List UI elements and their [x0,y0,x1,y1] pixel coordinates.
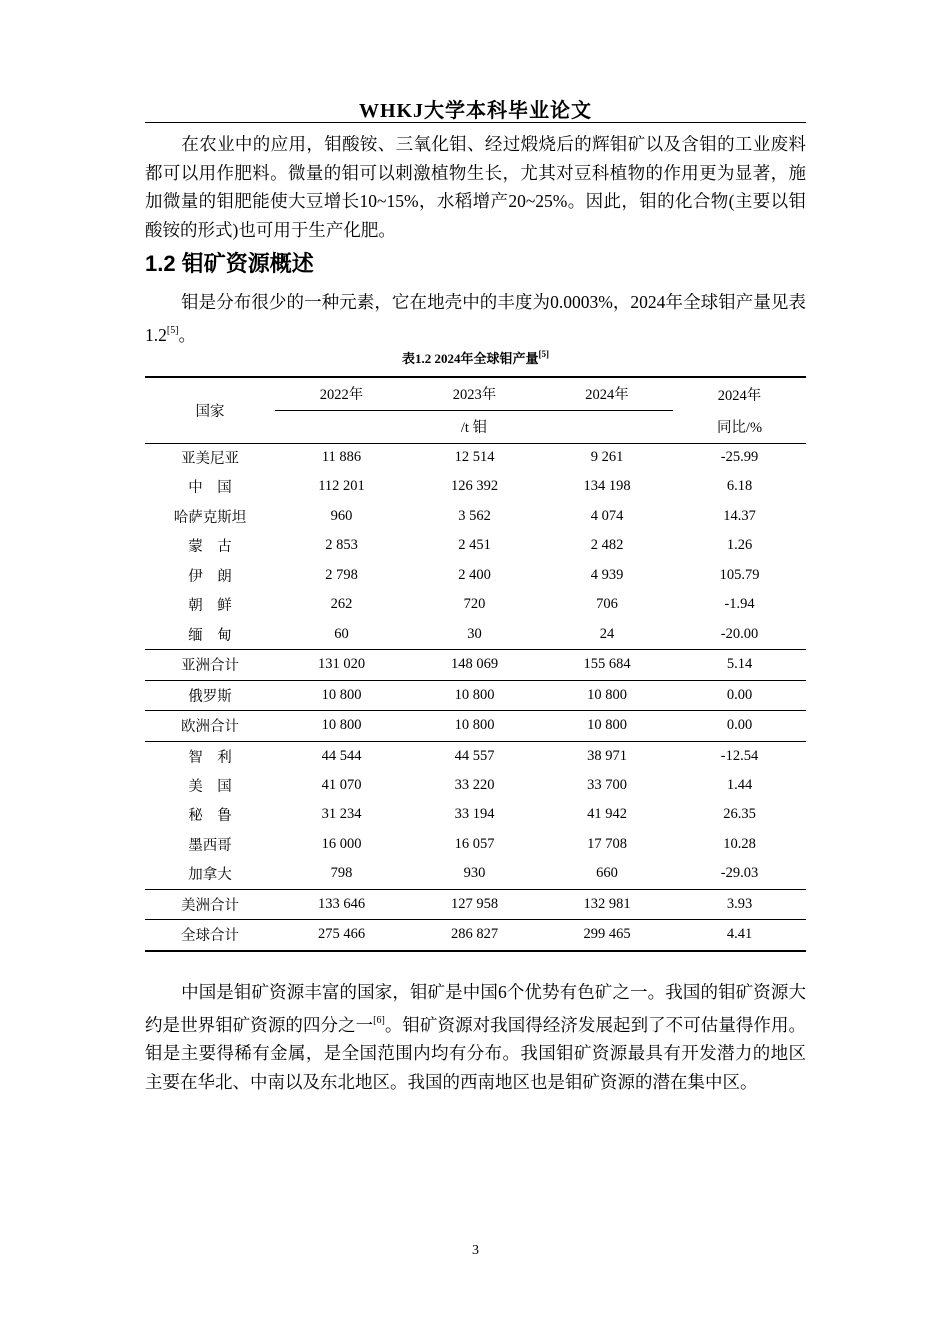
table-row [145,502,806,532]
cell-yoy: 105.79 [719,566,760,583]
table-body [145,443,806,951]
cell-yoy: 10.28 [723,835,756,852]
cell-country: 智 利 [145,741,275,771]
cell-yoy: -25.99 [673,443,806,472]
cell-country: 蒙 古 [188,539,232,556]
cell-yoy: -1.94 [724,596,755,613]
cell-country: 墨西哥 [188,837,232,854]
table-row [145,620,806,650]
citation-ref-6: [6] [373,1014,385,1026]
cell-yoy: 0.00 [673,711,806,742]
citation-ref: [5] [166,324,179,336]
cell-2022: 275 466 [275,920,408,951]
cell-2023: 127 958 [408,889,541,920]
paragraph-abundance [145,288,806,349]
table-row [145,920,806,951]
cell-2022: 10 800 [275,711,408,742]
cell-2024: 2 482 [590,537,624,554]
cell-2023: 930 [463,865,486,882]
production-table [145,376,806,952]
cell-country: 朝 鲜 [188,598,232,615]
cell-country: 美洲合计 [145,889,275,920]
cell-country: 伊 朗 [188,568,232,585]
header-unit: /t 钼 [460,420,488,436]
cell-2022: 31 234 [321,806,362,823]
table-caption-text: 表1.2 2024年全球钼产量 [401,351,539,366]
cell-2024: 706 [596,596,618,613]
cell-country: 加拿大 [188,867,232,884]
paragraph-china-text-a: 中国是钼矿资源丰富的国家，钼矿是中国6个优势有色矿之一。我国的钼矿资源大约是世界钼矿资源的四分之一 [145,982,806,1035]
cell-2022: 798 [330,865,353,882]
cell-2023: 3 562 [458,507,491,524]
cell-2023: 33 194 [454,806,495,823]
cell-yoy: 1.44 [726,776,753,793]
cell-country: 美 国 [188,778,232,795]
cell-2023: 12 514 [408,443,541,472]
cell-2022: 960 [330,507,353,524]
paragraph-china-resources [145,978,806,1096]
table-caption [145,348,806,367]
cell-2024: 41 942 [587,806,627,823]
cell-2023: 148 069 [408,650,541,681]
header-rule [145,122,806,123]
cell-2022: 44 544 [275,741,408,771]
cell-country: 秘 鲁 [188,808,232,825]
cell-2024: 10 800 [541,711,673,742]
cell-country: 全球合计 [145,920,275,951]
table-row [145,443,806,472]
cell-yoy: 5.14 [673,650,806,681]
cell-2023: 126 392 [450,478,499,495]
cell-2022: 11 886 [275,443,408,472]
header-yoy-unit: 同比/% [716,419,763,436]
cell-country: 中 国 [188,480,232,497]
cell-2024: 299 465 [541,920,673,951]
cell-2024: 17 708 [587,835,627,852]
running-header: WHKJ大学本科毕业论文 [358,100,593,122]
cell-2022: 10 800 [275,680,408,711]
cell-2024: 155 684 [541,650,673,681]
cell-2023: 720 [463,596,486,613]
cell-2024: 660 [596,865,618,882]
cell-country: 缅 甸 [188,627,232,644]
cell-yoy: 14.37 [723,507,756,524]
table-row [145,531,806,561]
cell-country: 欧洲合计 [145,711,275,742]
header-2022: 2022年 [275,377,408,410]
cell-2022: 133 646 [275,889,408,920]
cell-2024: 10 800 [541,680,673,711]
table-row [145,472,806,502]
cell-2023: 2 400 [458,566,491,583]
cell-2022: 112 201 [318,478,365,495]
table-row [145,650,806,681]
header-yoy-year: 2024年 [673,377,806,410]
cell-country: 哈萨克斯坦 [173,509,247,526]
cell-country: 亚洲合计 [145,650,275,681]
cell-yoy: 3.93 [673,889,806,920]
header-2023: 2023年 [408,377,541,410]
table-row [145,859,806,889]
table-caption-ref: [5] [538,349,549,359]
cell-2022: 60 [334,625,349,642]
cell-2024: 4 939 [590,566,624,583]
cell-2022: 131 020 [275,650,408,681]
header-country: 国家 [145,377,275,443]
cell-2024: 132 981 [541,889,673,920]
table-row [145,800,806,830]
cell-2023: 33 220 [454,776,495,793]
table-row [145,561,806,591]
cell-2023: 2 451 [458,537,491,554]
table-row [145,830,806,860]
section-title: 1.2 钼矿资源概述 [145,251,314,276]
cell-2023: 10 800 [408,680,541,711]
cell-yoy: -29.03 [720,865,759,882]
cell-yoy: 0.00 [673,680,806,711]
table-row [145,590,806,620]
paragraph-china-text-b: 。钼矿资源对我国得经济发展起到了不可估量得作用。钼是主要得稀有金属，是全国范围内均有分布。我国钼矿资源最具有开发潜力的地区主要在华北、中南以及东北地区。我国的西南地区也是钼矿资源的潜在集中区。 [145,1014,807,1092]
cell-2022: 262 [330,596,353,613]
paragraph-abundance-end: 。 [178,324,197,345]
table-row [145,741,806,771]
cell-2022: 16 000 [321,835,362,852]
cell-country: 俄罗斯 [145,680,275,711]
cell-2023: 16 057 [454,835,495,852]
cell-yoy: -12.54 [673,741,806,771]
cell-2024: 38 971 [541,741,673,771]
cell-2024: 9 261 [541,443,673,472]
cell-yoy: 6.18 [726,478,753,495]
table-row [145,680,806,711]
cell-yoy: 26.35 [723,806,756,823]
cell-2024: 4 074 [590,507,624,524]
cell-country: 亚美尼亚 [145,443,275,472]
paragraph-fertilizer-text: 在农业中的应用，钼酸铵、三氧化钼、经过煅烧后的辉钼矿以及含钼的工业废料都可以用作肥料。微量的钼可以刺激植物生长，尤其对豆科植物的作用更为显著，施加微量的钼肥能使大豆增长10~15%，水稻增产20~25%。因此，钼的化合物(主要以钼酸铵的形式)也可用于生产化肥。 [145,134,806,240]
cell-2022: 2 853 [325,537,358,554]
cell-2023: 30 [467,625,482,642]
cell-2024: 24 [599,625,615,642]
paragraph-fertilizer [145,130,806,244]
header-2024: 2024年 [541,377,673,410]
cell-2023: 10 800 [408,711,541,742]
cell-2022: 2 798 [325,566,358,583]
cell-yoy: -20.00 [720,625,759,642]
cell-yoy: 1.26 [726,537,753,554]
cell-yoy: 4.41 [673,920,806,951]
cell-2023: 286 827 [408,920,541,951]
cell-2023: 44 557 [408,741,541,771]
cell-2024: 134 198 [583,478,631,495]
table-row [145,771,806,801]
paragraph-abundance-text: 钼是分布很少的一种元素，它在地壳中的丰度为0.0003%，2024年全球钼产量见表1.2 [145,292,806,345]
table-row [145,889,806,920]
cell-2022: 41 070 [321,776,362,793]
table-row [145,711,806,742]
cell-2024: 33 700 [587,776,627,793]
page-number: 3 [472,1243,479,1258]
